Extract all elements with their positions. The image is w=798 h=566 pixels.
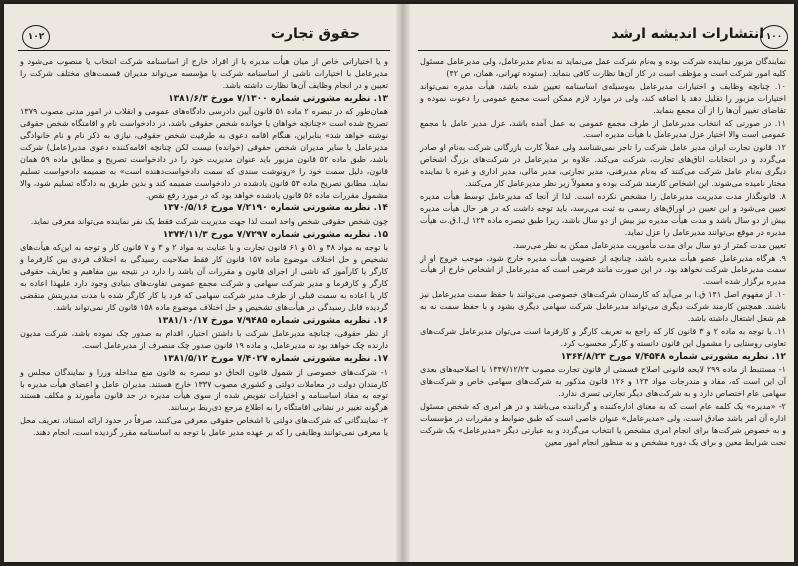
paragraph: تعیین مدت کمتر از دو سال برای مدت مأموریت مدیرعامل ممکن به نظر می‌رسد. <box>512 239 786 250</box>
paragraph: همان‌طور که در تبصره ۲ ماده ۵۱ قانون آیین دادرسی دادگاه‌های عمومی و انقلاب در امور مدنی مصوب ۱۳۷۹ تصریح شده است «چنانچه خواهان یا خوانده شخص حقوقی باشد، در دادخواست نام و اقامتگاه شخص حقوقی نوشته خواهد شد» بنابراین، هنگام اقامه دعوی به طرفیت شخص حقوقی، نیازی به ذکر نام و نام خانوادگی مدیرعامل یا سایر مدیران شخص حقوقی (خوانده) نیست لکن چنانچه اقامه‌کننده دعوی مدیر(عامل) شرکت باشد، طبق ماده ۵۲ قانون مزبور باید عنوان مدیریت خود را در دادخواست تصریح و مطابق ماده ۵۹ همان قانون، دلیل سمت خود را «رونوشت سندی که سمت دادخواست‌دهنده است» به ضمیمه دادخواست تسلیم نماید. مطابق تصریح ماده ۵۴ قانون یادشده در دادخواست ضمیمه کند و بدین طریق به دادگاه تسلیم شود، والا مشمول مقررات ماده ۵۶ قانون یادشده خواهد بود که در مورد رفع نقص. <box>20 106 388 200</box>
left-page-content <box>20 56 388 558</box>
book-gutter <box>396 4 410 562</box>
paragraph: ۸. قانونگذار مدت مدیریت مدیرعامل را مشخص نکرده است. لذا از آنجا که مدیرعامل توسط هیأت مدیره تعیین می‌شود و این تعیین در اوراق‌های رسمی به ثبت می‌رسد، باید توجه داشت که در هر حال هیأت مدیره بیش از دو سال باشد و مدت هیأت مدیره نیز بیش از دو سال باشد، زیرا طبق تبصره ماده ۱۲۴ ل.ا.ق.ت هیأت مدیره در موقع بی‌توانند مدیرعامل را عزل نماید. <box>420 190 786 237</box>
paragraph: نمایندگان مزبور نماینده شرکت بوده و به‌نام شرکت عمل می‌نماید نه به‌نام مدیرعامل، ولی مدیرعامل مسئول کلیه امور شرکت است و مؤظف است در کار آن‌ها نظارت کافی بنماید. (ستوده تهرانی، همان، ص ۴۲) <box>420 56 786 78</box>
paragraph: و یا اختیاراتی خاص از میان هیأت مدیره یا از افراد خارج از اساسنامه شرکت انتخاب یا منصوب می‌شود و مدیرعامل با اختیارات ناشی از اساسنامه شرکت یا مؤسسه می‌تواند مدیران قسمت‌های مختلف شرکت را تعیین و در انجام وظایف آن‌ها نظارت داشته باشد. <box>20 56 388 90</box>
paragraph: از نظر حقوقی، چنانچه مدیرعامل شرکت با داشتن اختیار، اقدام به صدور چک نموده باشد، شرکت مدیون دارنده چک خواهد بود نه مدیرعامل، و ماده ۱۹ قانون صدور چک منصرف از مدیرعامل است. <box>20 328 388 351</box>
paragraph: با توجه به مواد ۴۸ و ۵۱ و ۶۱ قانون تجارت و با عنایت به مواد ۲ و ۳ و ۷ قانون کار و توجه به این‌که هیأت‌های تشخیص و حل اختلاف موضوع ماده ۱۵۷ قانون کار فقط صلاحیت رسیدگی به اختلاف فردی بین کارفرما و کارگر یا کارآموز که ناشی از اجرای قانون و مقررات آن باشد را دارد در نتیجه بین مفاهیم و تعاریف حقوقی کارگر و کارفرما و مدیر شرکت سهامی و شرکت مجمع عمومی تفاوت‌های بنیادی وجود دارد علیهذا اعاده به کار یا اعاده به سمت قبلی از طرف مدیر شرکت سهامی که فرد یا کار کارگر شده با مدت مدیریتش منقضی گردیده قابل رسیدگی در هیأت‌های تشخیص و حل اختلاف موضوع ماده ۱۵۸ قانون کار نمی‌تواند باشد. <box>20 242 389 312</box>
paragraph: ۱- مستنبط از ماده ۲۹۹ لایحه قانونی اصلاح قسمتی از قانون تجارت مصوب ۱۳۴۷/۱۲/۲۴ با اصلاحیه‌های بعدی آن این است که، مفاد و مندرجات مواد ۱۲۴ و ۱۲۶ قانون مذکور به شرکت‌های سهامی خاص و شرکت‌های سهامی عام اختصاص دارد و به شرکت‌های دیگر تجارتی تسری ندارد. <box>420 364 786 399</box>
right-page <box>414 4 792 562</box>
paragraph: ۲- «مدیره» یک کلمه عام است که به معنای اداره‌کننده و گرداننده می‌باشد و در هر امری که شخص مسئول اداره آن امر باشد صادق است، ولی «مدیرعامل» عنوان خاصی است که طبق ضوابط و مقررات در مؤسسات و به خصوص شرکت‌ها برای انجام امری مشخص یا انتخاب می‌گردد و به عبارتی دیگر «مدیرعامل» یک شرکت تحت شرایط معین و برای یک دوره مشخص و به منظور انجام امور معین <box>420 400 786 447</box>
left-page <box>14 4 394 562</box>
left-page-header <box>18 24 390 51</box>
paragraph: ۲- نمایندگانی که شرکت‌های دولتی با اشخاص حقوقی معرفی می‌کنند، صرفاً در حدود ارائه استناد، تعریف محل یا معرفی نمی‌توانند وظایفی را که بر عهده مدیر عامل با توجه به اساسنامه مقرر گردیده است، انجام دهند. <box>20 415 388 438</box>
right-page-number: ۱۰۰ <box>760 25 788 49</box>
paragraph: ۱- شرکت‌های خصوصی از شمول قانون الحاق دو تبصره به قانون منع مداخله وزرا و نمایندگان مجلس و کارمندان دولت در معاملات دولتی و کشوری مصوب ۱۳۳۷ خارج هستند. مدیران عامل و اعضای هیأت مدیره با توجه به مفاد اساسنامه و اختیارات تفویض شده از سوی هیأت مدیره در حد قانون مأمورند و مکلف هستند هرگونه تغییر در نشانی اقامتگاه را به اطلاع مرجع ذی‌ربط برسانند. <box>20 366 388 413</box>
right-header-title: انتشارات اندیشه ارشد <box>611 26 764 42</box>
opinion-heading: ۱۷. نظریه مشورتی شماره ۷/۴۰۲۷ مورخ ۱۳۸۱/۵/۱۲ <box>162 354 388 365</box>
paragraph: ۱۲. قانون تجارت ایران مدیر عامل شرکت را تاجر نمی‌شناسد ولی عملاً کارت بازرگانی شرکت به‌نام او صادر می‌گردد و در انتخابات اتاق‌های تجارت، شرکت می‌کند. علاوه بر مدیرعامل در شرکت‌های بزرگ اشخاص دیگری به‌نام عامل شرکت می‌کنند که به‌نام مدیرفنی، مدیر تجارتی، مدیر مالی، مدیر اداری و غیره با نماینده مختار نامیده می‌شوند. این اشخاص کارمند شرکت بوده و معمولاً زیر نظر مدیرعامل کار می‌کنند. <box>420 142 786 189</box>
paragraph: چون شخص حقوقی شخص واحد است لذا جهت مدیریت شرکت فقط یک نفر نماینده می‌تواند معرفی نماید. <box>30 215 388 226</box>
opinion-heading: ۱۴. نظریه مشورتی شماره ۷/۲۱۹۰ مورخ ۱۳۷۰/۵/۱۶ <box>162 203 388 214</box>
left-header-title: حقوق تجارت <box>270 26 360 42</box>
left-page-number: ۱۰۲ <box>22 25 50 49</box>
paragraph: ۱۰. چنانچه وظایف و اختیارات مدیرعامل به‌وسیله‌ی اساسنامه تعیین شده باشد، هیأت مدیره نمی‌تواند اختیارات مزبور را تقلیل دهد یا اضافه کند، ولی در موارد لازم ممکن است مجمع عمومی را دعوت نموده و تقاضای تغییر آن‌ها را از آن مجمع بنماید. <box>420 80 786 115</box>
opinion-heading: ۱۲. نظریه مشورتی شماره ۷/۴۵۴۸ مورخ ۱۳۶۴/۸/۲۳ <box>560 351 786 362</box>
opinion-heading: ۱۳. نظریه مشورتی شماره ۷/۱۳۰۰ مورخ ۱۳۸۱/۶/۳ <box>168 93 388 104</box>
right-page-header <box>418 24 788 51</box>
paragraph: ۹. هرگاه مدیرعامل عضو هیأت مدیره باشد، چنانچه از عضویت هیأت مدیره خارج شود، موجب خروج او از سمت مدیرعامل شرکت نخواهد بود. در این صورت مانند فرضی است که مدیرعامل از اشخاص خارج از هیأت مدیره برگزار شده است. <box>420 252 786 287</box>
right-page-content <box>420 56 786 558</box>
opinion-heading: ۱۶. نظریه مشورتی شماره ۷/۹۴۸۵ مورخ ۱۳۸۱/۱۰/۱۷ <box>157 315 388 326</box>
paragraph: ۱۰. از مفهوم اصل ۱۴۱ ق.ا بر می‌آید که کارمندان شرکت‌های خصوصی می‌توانند با حفظ سمت مدیرعامل نیز باشند. همچنین کارمند شرکت دیگری می‌تواند مدیرعامل شرکت سهامی دیگری بشود و با حفظ سمت نه به هم شغل اشتغال داشته باشد. <box>420 289 787 324</box>
paragraph: ۱۱. با توجه به ماده ۲ و ۳ قانون کار که راجع به تعریف کارگر و کارفرما است می‌توان مدیرعامل شرکت‌های تعاونی روستایی را مشمول این قانون دانسته و کارگر محسوب کرد. <box>420 325 786 348</box>
book-spread <box>4 4 794 562</box>
paragraph: ۱۱. در صورتی که انتخاب مدیرعامل از طرف مجمع عمومی به عمل آمده باشد، عزل مدیر عامل با مجمع عمومی است والا اختیار عزل مدیرعامل با هیأت مدیره است. <box>420 117 786 140</box>
opinion-heading: ۱۵. نظریه مشورتی شماره ۷/۷۲۹۷ مورخ ۱۳۷۴/۱۱/۳ <box>162 229 388 240</box>
